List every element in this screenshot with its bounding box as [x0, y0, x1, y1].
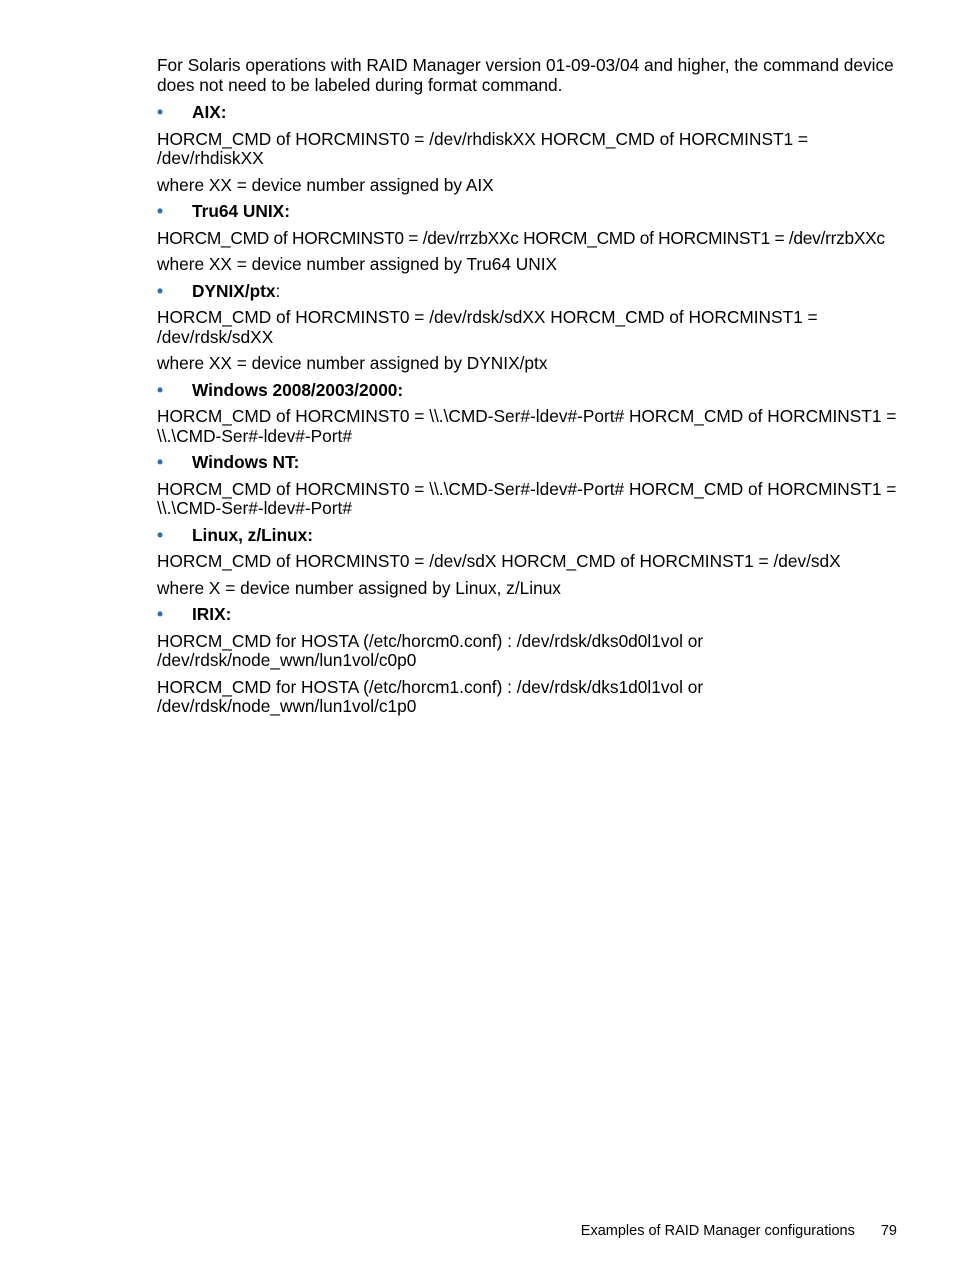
bullet-linux: [157, 526, 899, 546]
page-body: [157, 56, 899, 724]
bullet-icon: •: [157, 524, 164, 545]
command-line: HORCM_CMD for HOSTA (/etc/horcm1.conf) : /dev/rdsk/dks1d0l1vol or /dev/rdsk/node_wwn/lun1vol/c1p0: [157, 676, 704, 716]
bullet-tru64: [157, 202, 899, 222]
bullet-dynix: [157, 282, 899, 302]
bullet-heading: DYNIX/ptx: [192, 280, 276, 301]
bullet-icon: •: [157, 280, 164, 301]
bullet-icon: •: [157, 604, 164, 624]
page-number: 79: [880, 1223, 897, 1239]
note-line: where X = device number assigned by Linux, z/Linux: [157, 577, 561, 598]
bullet-heading: Tru64 UNIX:: [192, 201, 290, 221]
bullet-heading: Windows NT:: [192, 452, 300, 472]
command-line: HORCM_CMD of HORCMINST0 = /dev/sdX HORCM_CMD of HORCMINST1 = /dev/sdX: [157, 551, 841, 571]
bullet-icon: •: [157, 452, 164, 472]
bullet-heading-suffix: :: [275, 280, 281, 301]
bullet-irix: [157, 605, 899, 625]
page-footer: [581, 1222, 897, 1240]
bullet-heading: Linux, z/Linux:: [192, 524, 313, 545]
note-line: where XX = device number assigned by DYNIX/ptx: [157, 353, 548, 373]
bullet-heading: Windows 2008/2003/2000:: [192, 379, 404, 400]
note-line: where XX = device number assigned by AIX: [157, 174, 494, 195]
bullet-heading: AIX:: [192, 102, 227, 122]
bullet-icon: •: [157, 102, 164, 122]
bullet-icon: •: [157, 379, 164, 400]
bullet-aix: [157, 103, 899, 123]
command-line: HORCM_CMD of HORCMINST0 = /dev/rhdiskXX HORCM_CMD of HORCMINST1 = /dev/rhdiskXX: [157, 128, 809, 168]
footer-title: Examples of RAID Manager configurations: [580, 1223, 855, 1239]
bullet-windows-nt: [157, 453, 899, 473]
bullet-heading: IRIX:: [192, 604, 232, 624]
command-line: HORCM_CMD of HORCMINST0 = \\.\CMD-Ser#-ldev#-Port# HORCM_CMD of HORCMINST1 = \\.\CMD-Ser#-ldev#-Port#: [157, 478, 897, 518]
command-line: HORCM_CMD for HOSTA (/etc/horcm0.conf) : /dev/rdsk/dks0d0l1vol or /dev/rdsk/node_wwn/lun1vol/c0p0: [157, 630, 704, 670]
bullet-icon: •: [157, 201, 164, 221]
intro-paragraph: For Solaris operations with RAID Manager version 01-09-03/04 and higher, the command device does not need to be labeled during format command.: [157, 55, 894, 95]
command-line: HORCM_CMD of HORCMINST0 = \\.\CMD-Ser#-ldev#-Port# HORCM_CMD of HORCMINST1 = \\.\CMD-Ser#-ldev#-Port#: [157, 406, 897, 446]
command-line: HORCM_CMD of HORCMINST0 = /dev/rdsk/sdXX HORCM_CMD of HORCMINST1 = /dev/rdsk/sdXX: [157, 307, 818, 347]
note-line: where XX = device number assigned by Tru64 UNIX: [157, 254, 558, 274]
command-line: HORCM_CMD of HORCMINST0 = /dev/rrzbXXc HORCM_CMD of HORCMINST1 = /dev/rrzbXXc: [157, 227, 885, 248]
bullet-windows-2008: [157, 381, 899, 401]
